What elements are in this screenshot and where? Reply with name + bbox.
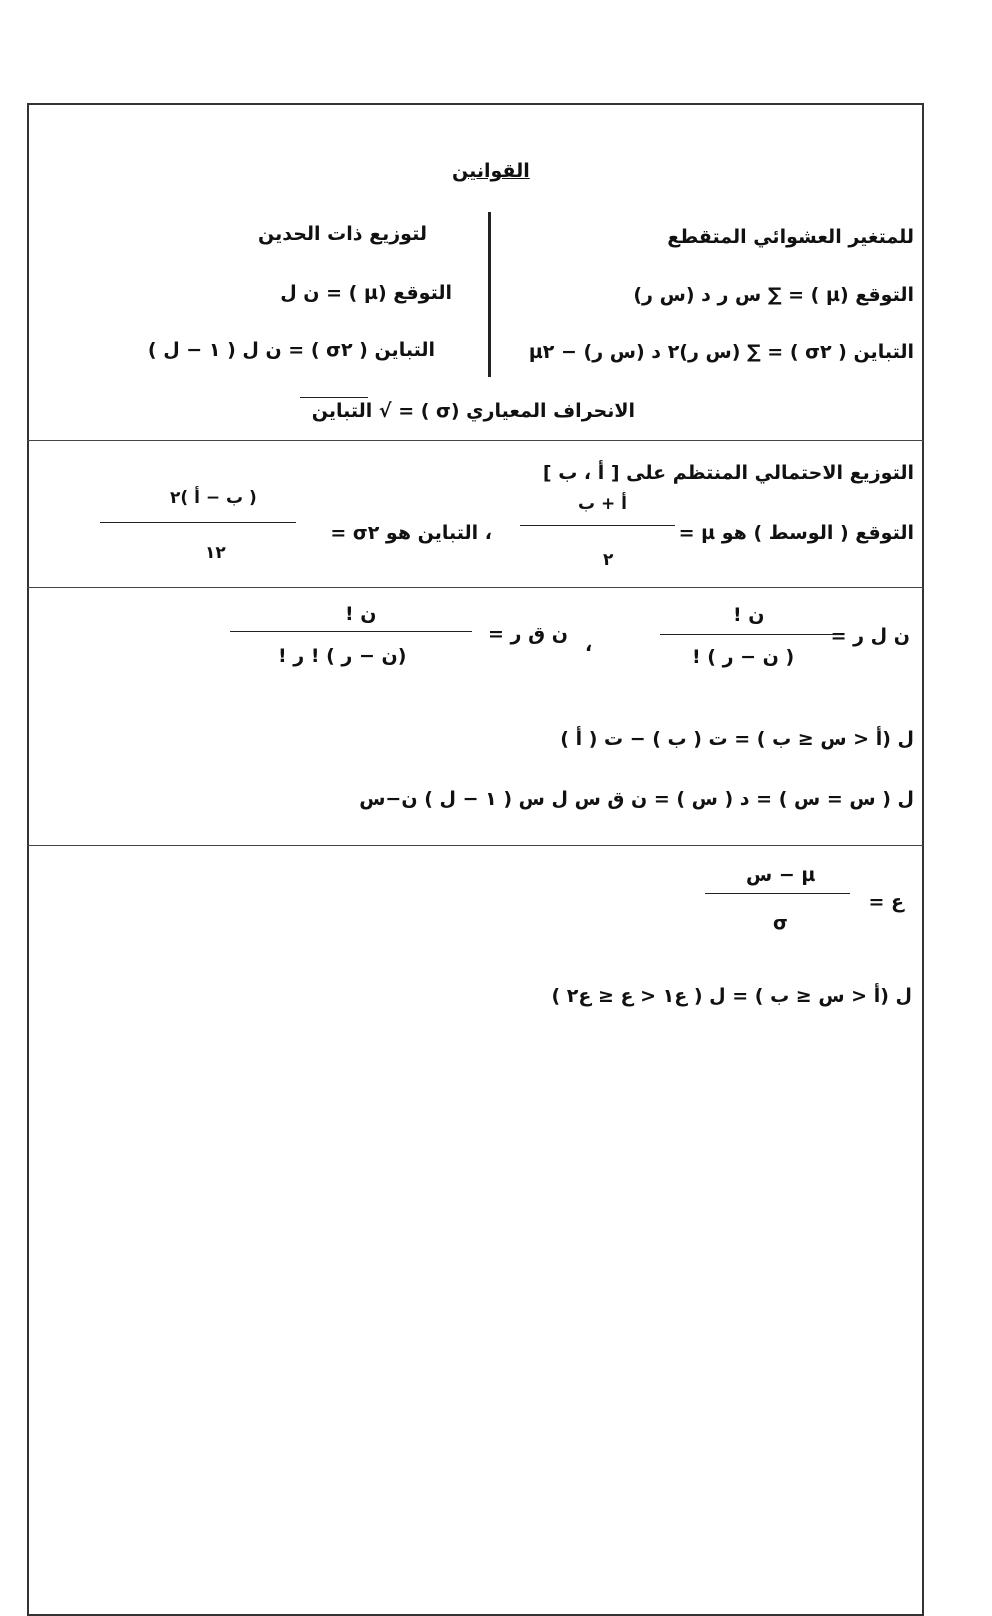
uniform-variance-numerator: ( ب − أ )٢ (170, 488, 257, 508)
combination-label: ن ق ر = (488, 623, 568, 645)
z-denominator: σ (773, 912, 788, 934)
binomial-variance: التباين ( σ٢ ) = ن ل ( ١ − ل ) (147, 339, 435, 361)
binomial-pmf: ل ( س = س ) = د ( س ) = ن ق س ل س ( ١ − ل ) ن−س (359, 788, 914, 810)
uniform-heading: التوزيع الاحتمالي المنتظم على [ أ ، ب ] (542, 462, 914, 484)
uniform-mean-numerator: أ + ب (578, 494, 627, 514)
uniform-mean-fraction-bar (520, 525, 675, 526)
sqrt-bar (300, 397, 368, 398)
column-divider (488, 212, 491, 377)
discrete-heading: للمتغير العشوائي المتقطع (667, 226, 914, 248)
combination-fraction-bar (230, 631, 472, 632)
combination-numerator: ن ! (345, 603, 377, 625)
std-dev-formula: الانحراف المعياري (σ ) = √ التباين (311, 400, 635, 422)
page-title: القوانين (452, 160, 530, 182)
uniform-mean-label: التوقع ( الوسط ) هو µ = (678, 522, 914, 544)
page-frame (27, 103, 924, 1616)
z-numerator: س − µ (746, 864, 816, 886)
uniform-variance-fraction-bar (100, 522, 296, 523)
section-divider (27, 440, 924, 441)
separator-comma: ، (585, 634, 593, 656)
permutation-denominator: ( ن − ر ) ! (692, 646, 795, 668)
permutation-label: ن ل ر = (830, 625, 910, 647)
section-divider (27, 587, 924, 588)
uniform-mean-denominator: ٢ (603, 550, 614, 570)
uniform-variance-label: ، التباين هو σ٢ = (330, 522, 492, 544)
discrete-expectation: التوقع (µ ) = ∑ س ر د (س ر) (633, 284, 914, 306)
permutation-numerator: ن ! (733, 604, 765, 626)
binomial-heading: لتوزيع ذات الحدين (258, 223, 427, 245)
combination-denominator: (ن − ر ) ! ر ! (278, 645, 407, 667)
discrete-variance: التباين ( σ٢ ) = ∑ (س ر)٢ د (س ر) − µ٢ (528, 341, 914, 363)
z-label: ع = (868, 891, 904, 913)
binomial-expectation: التوقع (µ ) = ن ل (280, 282, 452, 304)
permutation-fraction-bar (660, 634, 840, 635)
cdf-rule: ل (أ < س ≤ ب ) = ت ( ب ) − ت ( أ ) (560, 728, 914, 750)
normal-interval: ل (أ < س ≤ ب ) = ل ( ع١ < ع ≤ ع٢ ) (551, 985, 912, 1007)
uniform-variance-denominator: ١٢ (205, 543, 226, 563)
z-fraction-bar (705, 893, 850, 894)
section-divider (27, 845, 924, 846)
